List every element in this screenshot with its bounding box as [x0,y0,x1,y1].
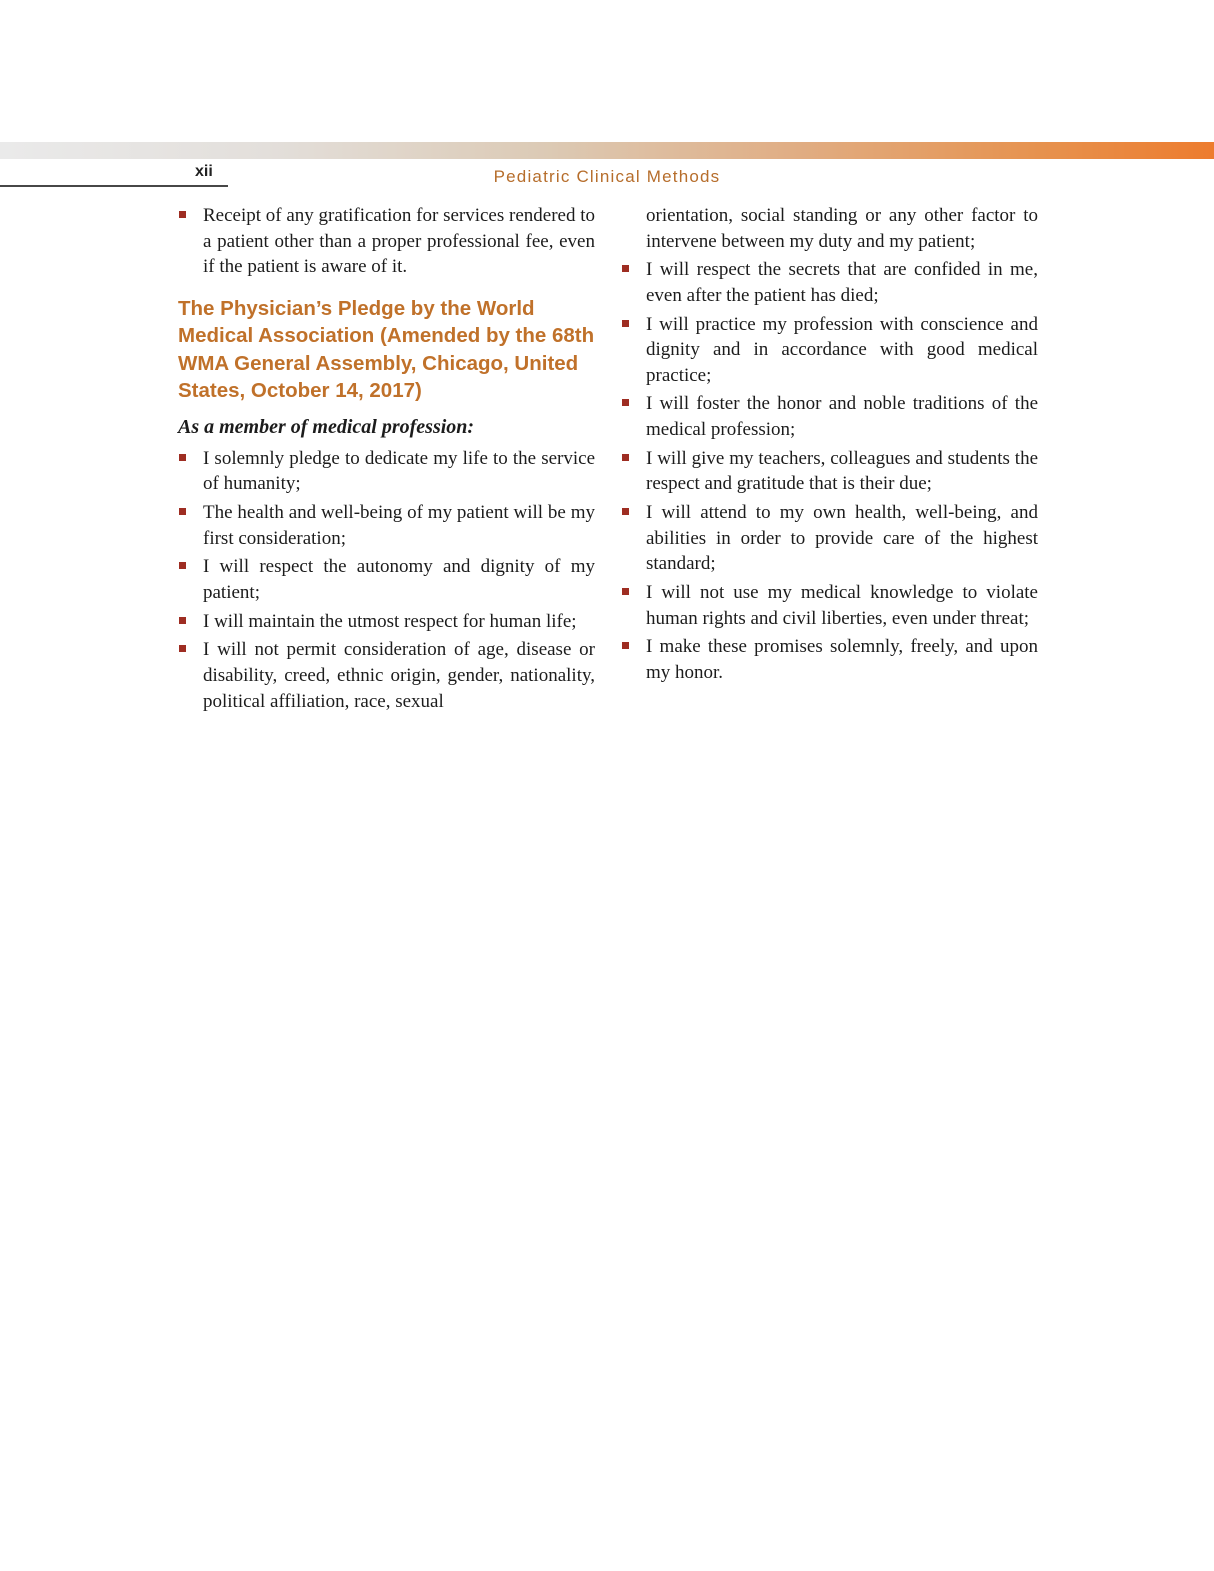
page-number: xii [195,163,213,180]
running-head: Pediatric Clinical Methods [493,167,721,186]
bullet-square-icon [179,645,186,652]
bullet-square-icon [179,508,186,515]
continuation-text: orientation, social standing or any other factor to intervene between my duty and my patient; [646,205,1038,252]
list-item [178,203,595,280]
list-item [621,500,1038,577]
bullet-square-icon [622,320,629,327]
right-column [621,203,1038,717]
list-item [178,637,595,714]
bullet-square-icon [622,265,629,272]
bullet-text: I will respect the secrets that are confided in me, even after the patient has died; [646,259,1038,306]
bullet-text: I make these promises solemnly, freely, and upon my honor. [646,636,1038,683]
bullet-square-icon [622,454,629,461]
bullet-text: I solemnly pledge to dedicate my life to the service of humanity; [203,447,595,495]
subheading: As a member of medical profession: [178,415,475,438]
list-item [621,312,1038,389]
list-item [178,446,595,497]
bullet-text: Receipt of any gratification for services rendered to a patient other than a proper professional fee, even if the patient is aware of it. [203,205,595,278]
bullet-text: I will not permit consideration of age, disease or disability, creed, ethnic origin, gender, nationality, political affiliation, race, sexual [203,639,595,712]
bullet-square-icon [622,508,629,515]
bullet-square-icon [179,211,186,218]
header-gradient-band [0,142,1214,159]
bullet-square-icon [179,454,186,461]
list-item [621,446,1038,497]
bullet-square-icon [622,642,629,649]
section-heading: The Physician’s Pledge by the World Medical Association (Amended by the 68th WMA General Assembly, Chicago, United States, October 14, 2017) [178,296,595,403]
list-item [621,580,1038,631]
list-item [178,554,595,605]
left-column [178,203,595,717]
two-column-body [178,203,1038,717]
bullet-square-icon [179,562,186,569]
bullet-text: I will not use my medical knowledge to violate human rights and civil liberties, even under threat; [646,581,1038,629]
bullet-square-icon [622,399,629,406]
bullet-square-icon [622,588,629,595]
bullet-text: I will attend to my own health, well-being, and abilities in order to provide care of the highest standard; [646,502,1038,575]
bullet-text: I will practice my profession with conscience and dignity and in accordance with good medical practice; [646,313,1038,386]
bullet-square-icon [179,617,186,624]
list-item [621,257,1038,308]
list-item [621,391,1038,442]
bullet-text: I will respect the autonomy and dignity of my patient; [203,556,595,603]
bullet-text: I will give my teachers, colleagues and students the respect and gratitude that is their due; [646,447,1038,495]
bullet-text: I will foster the honor and noble traditions of the medical profession; [646,393,1038,441]
bullet-text: I will maintain the utmost respect for human life; [203,610,577,632]
bullet-text: The health and well-being of my patient will be my first consideration; [203,502,595,549]
list-item [178,609,595,635]
list-item [621,634,1038,685]
list-item [178,500,595,551]
